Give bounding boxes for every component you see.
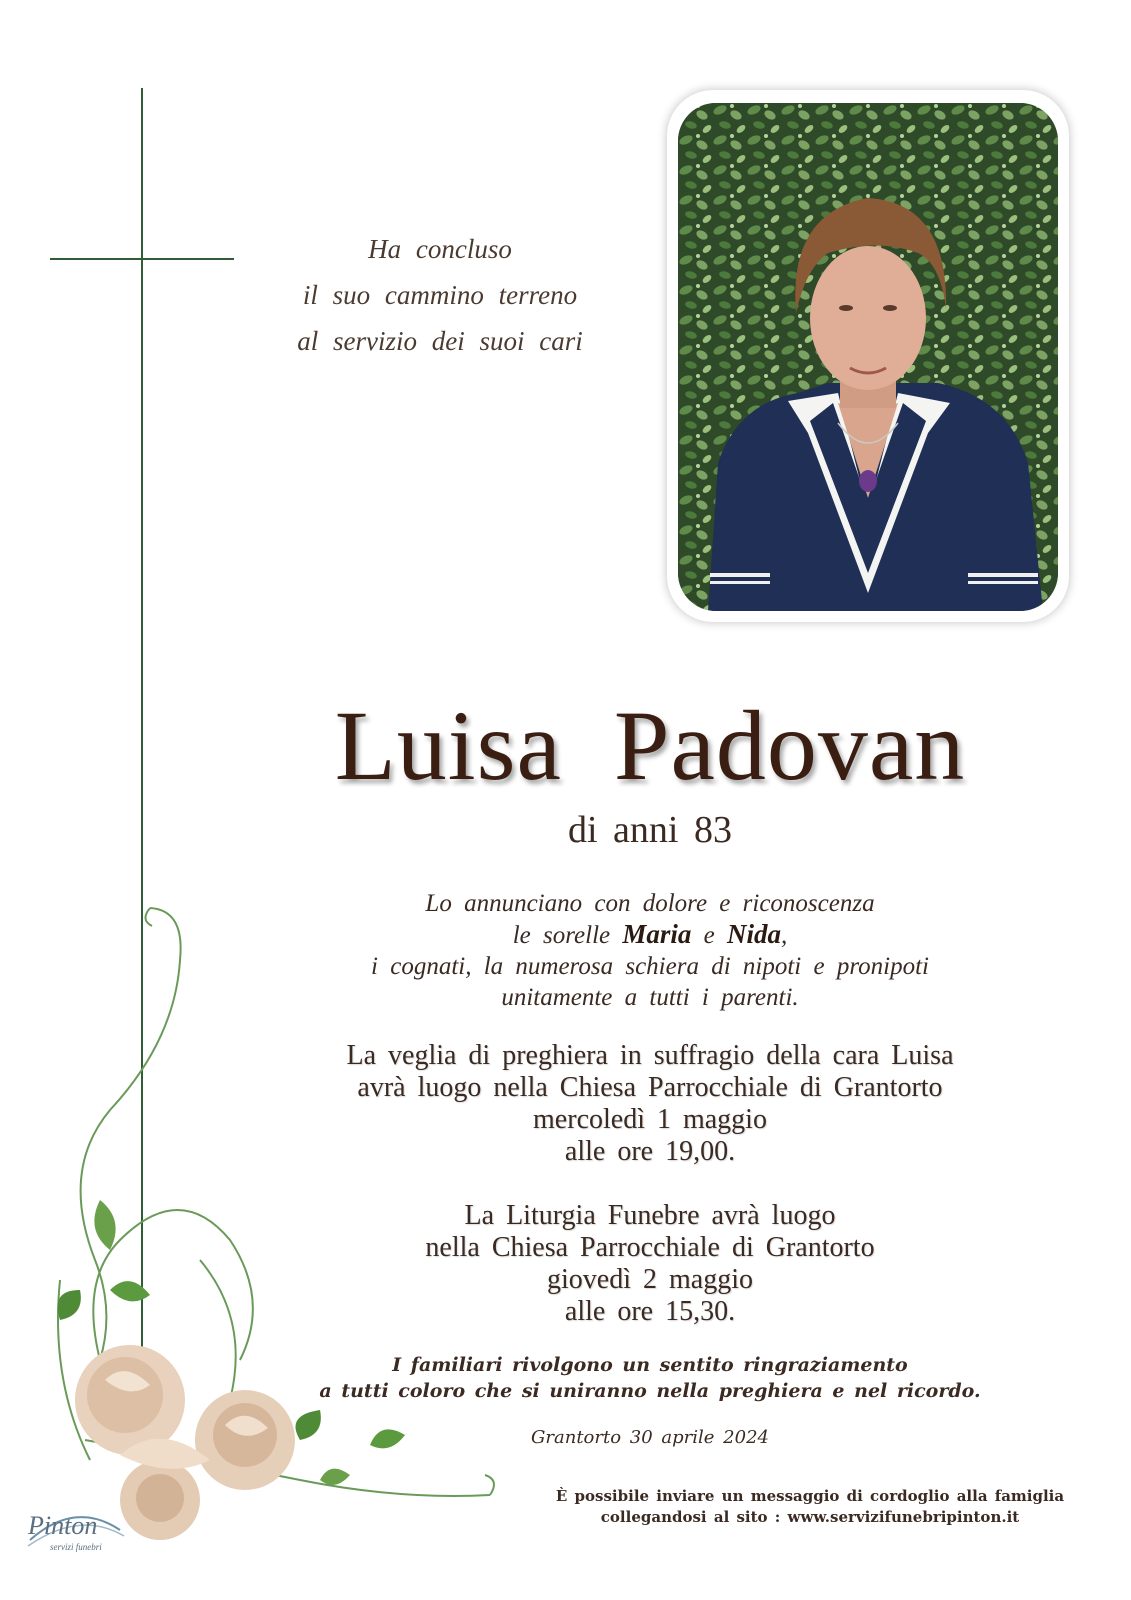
funeral-line: La Liturgia Funebre avrà luogo <box>464 1200 836 1231</box>
pinton-logo-icon <box>20 1500 130 1560</box>
deceased-age: di anni 83 <box>568 809 732 851</box>
epigraph-line: il suo cammino terreno <box>302 280 578 310</box>
rose-decoration-icon <box>0 900 520 1600</box>
announcement-line: i cognati, la numerosa schiera di nipoti e pronipoti <box>371 953 929 980</box>
sisters-prefix: le sorelle <box>512 922 611 949</box>
cross-horizontal-bar <box>50 258 234 260</box>
logo-brand: Pinton <box>28 1511 98 1540</box>
sister-name: Nida <box>727 919 782 949</box>
vigil-date: mercoledì 1 maggio <box>533 1104 767 1135</box>
footer-line[interactable]: collegandosi al sito : www.servizifunebripinton.it <box>600 1508 1020 1526</box>
funeral-time: alle ore 15,30. <box>564 1296 736 1327</box>
place-date: Grantorto 30 aprile 2024 <box>531 1427 769 1448</box>
deceased-name: Luisa Padovan <box>334 690 966 801</box>
sisters-conj: e <box>703 922 715 949</box>
portrait-photo <box>678 103 1058 611</box>
funeral-date: giovedì 2 maggio <box>547 1264 753 1295</box>
vigil-line: avrà luogo nella Chiesa Parrocchiale di Grantorto <box>357 1072 943 1103</box>
logo-tagline: servizi funebri <box>50 1542 102 1552</box>
epigraph <box>250 226 630 364</box>
epigraph-line: al servizio dei suoi cari <box>297 326 583 356</box>
epigraph-line: Ha concluso <box>368 234 512 264</box>
thanks-line: I familiari rivolgono un sentito ringraziamento <box>392 1354 908 1376</box>
announcement-line: Lo annunciano con dolore e riconoscenza <box>425 890 875 917</box>
announcement-line: unitamente a tutti i parenti. <box>501 984 799 1011</box>
condolence-footer <box>500 1486 1120 1528</box>
funeral-line: nella Chiesa Parrocchiale di Grantorto <box>425 1232 875 1263</box>
sisters-suffix: , <box>781 922 788 949</box>
footer-line: È possibile inviare un messaggio di cordoglio alla famiglia <box>555 1487 1065 1505</box>
vigil-time: alle ore 19,00. <box>564 1136 736 1167</box>
thanks-line: a tutti coloro che si uniranno nella preghiera e nel ricordo. <box>319 1380 981 1402</box>
vigil-line: La veglia di preghiera in suffragio della cara Luisa <box>346 1040 954 1071</box>
sister-name: Maria <box>622 919 692 949</box>
